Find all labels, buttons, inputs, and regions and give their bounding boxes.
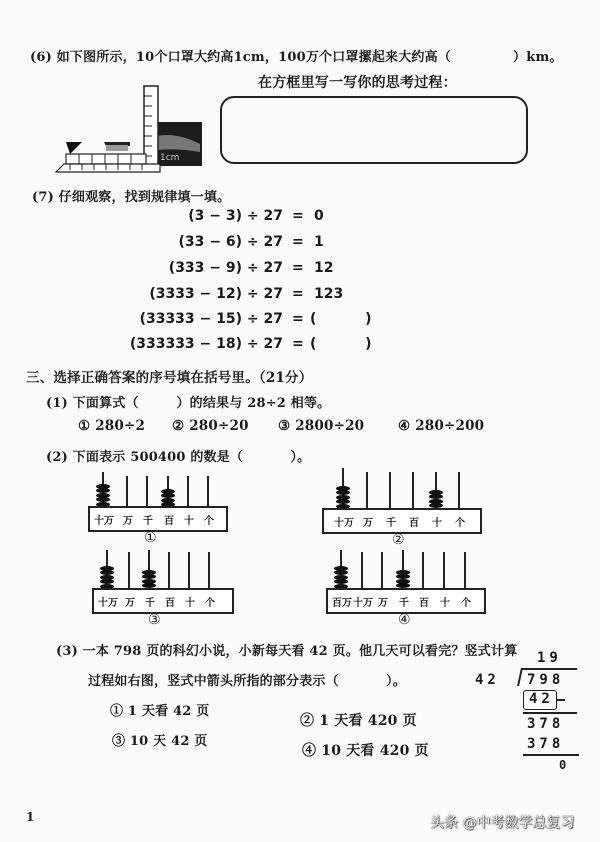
- place-label: 万: [378, 598, 388, 609]
- q1-option-3[interactable]: ③ 2800÷20: [278, 418, 365, 434]
- q6-unit: ）km。: [513, 50, 563, 65]
- abacus-option-3[interactable]: [92, 548, 242, 630]
- ruler-mask-illustration: [52, 82, 202, 174]
- q1-option-1[interactable]: ① 280÷2: [78, 418, 146, 434]
- place-label: 十万: [94, 516, 114, 527]
- eq-result: 0: [314, 208, 324, 224]
- abacus-label: ③: [148, 612, 161, 628]
- rod: [187, 476, 189, 506]
- step2-product: 378: [527, 736, 565, 752]
- rod: [381, 552, 383, 588]
- division-bar: [521, 668, 577, 670]
- rod: [389, 472, 391, 508]
- place-label: 十万: [353, 598, 373, 609]
- section3-title: 三、选择正确答案的序号填在括号里。（21分）: [26, 370, 313, 386]
- abacus-label: ①: [144, 530, 157, 546]
- eq-sign: =: [292, 260, 304, 276]
- beads-4: [429, 490, 443, 508]
- rod: [188, 552, 190, 588]
- place-label: 千: [145, 598, 155, 609]
- place-label: 百: [164, 516, 174, 527]
- abacus-frame: [88, 506, 228, 532]
- step1-product: 42: [529, 691, 554, 707]
- eq-sign: =: [292, 208, 304, 224]
- q1-question: (1) 下面算式（ ）的结果与 28÷2 相等。: [46, 396, 331, 411]
- place-label: 万: [125, 598, 135, 609]
- abacus-option-4[interactable]: [326, 548, 486, 630]
- abacus-option-1[interactable]: [88, 470, 228, 550]
- abacus-frame: [326, 588, 486, 614]
- eq-sign: =: [292, 336, 304, 352]
- place-label: 千: [399, 598, 409, 609]
- svg-text:1cm: 1cm: [160, 153, 180, 163]
- q3-question-line2: 过程如右图，竖式中箭头所指的部分表示（ ）。: [88, 674, 406, 689]
- beads-5: [100, 566, 114, 589]
- q3-option-3[interactable]: ③ 10 天 42 页: [112, 734, 208, 749]
- eq-result: 12: [314, 260, 334, 276]
- place-label: 万: [123, 516, 133, 527]
- page-number: 1: [26, 810, 35, 824]
- watermark: 头条 @中考数学总复习: [430, 815, 575, 831]
- place-label: 个: [205, 598, 215, 609]
- eq-result: 123: [314, 286, 344, 302]
- abacus-label: ②: [392, 532, 405, 548]
- place-label: 个: [461, 598, 471, 609]
- eq-expr: (333 − 9) ÷ 27: [168, 260, 283, 276]
- q6-question: [30, 46, 563, 65]
- eq-expr: (333333 − 18) ÷ 27: [129, 336, 283, 352]
- place-label: 十: [432, 518, 442, 529]
- abacus-label: ④: [398, 612, 411, 628]
- beads-5: [96, 484, 110, 507]
- q6-box-prompt: 在方框里写一写你的思考过程：: [258, 75, 457, 91]
- abacus-option-2[interactable]: [322, 466, 482, 548]
- place-label: 十: [184, 516, 194, 527]
- beads-4: [142, 570, 156, 588]
- rod: [207, 476, 209, 506]
- subtraction-line: [523, 712, 577, 714]
- rod: [443, 552, 445, 588]
- rod: [464, 552, 466, 588]
- place-label: 十万: [334, 518, 354, 529]
- place-label: 百万: [332, 598, 352, 609]
- place-label: 十: [440, 598, 450, 609]
- q2-question: (2) 下面表示 500400 的数是（ ）。: [46, 450, 311, 465]
- eq-expr: (33 − 6) ÷ 27: [178, 234, 283, 250]
- final-remainder: 0: [559, 758, 571, 772]
- rod: [422, 552, 424, 588]
- subtraction-line: [523, 754, 579, 756]
- place-label: 百: [409, 518, 419, 529]
- q3-question-line1: (3) 一本 798 页的科幻小说，小新每天看 42 页。他几天可以看完？竖式计算: [56, 644, 518, 659]
- eq-answer-blank[interactable]: ( ): [310, 311, 372, 327]
- eq-sign: =: [292, 311, 304, 327]
- quotient: 19: [537, 650, 562, 666]
- q1-option-4[interactable]: ④ 280÷200: [398, 418, 485, 434]
- q7-title: (7) 仔细观察，找到规律填一填。: [32, 190, 231, 205]
- arrow-mark: [557, 699, 565, 701]
- rod: [361, 552, 363, 588]
- rod: [168, 552, 170, 588]
- rod: [146, 476, 148, 506]
- eq-result: 1: [314, 234, 324, 250]
- division-bracket: [517, 668, 523, 686]
- place-label: 十: [185, 598, 195, 609]
- long-division: [475, 650, 585, 770]
- eq-sign: =: [292, 286, 304, 302]
- eq-expr: (3 − 3) ÷ 27: [188, 208, 283, 224]
- rod: [126, 476, 128, 506]
- abacus-frame: [92, 588, 234, 614]
- place-label: 千: [143, 516, 153, 527]
- q3-option-1[interactable]: ① 1 天看 42 页: [110, 704, 210, 719]
- place-label: 千: [386, 518, 396, 529]
- abacus-frame: [322, 508, 482, 534]
- q1-option-2[interactable]: ② 280÷20: [172, 418, 249, 434]
- eq-sign: =: [292, 234, 304, 250]
- beads-4: [396, 570, 410, 588]
- rod: [128, 552, 130, 588]
- rod: [366, 472, 368, 508]
- place-label: 个: [204, 516, 214, 527]
- q3-option-2[interactable]: ② 1 天看 420 页: [300, 713, 417, 729]
- rod: [412, 472, 414, 508]
- place-label: 个: [455, 518, 465, 529]
- place-label: 万: [363, 518, 373, 529]
- dividend: 798: [527, 672, 565, 688]
- divisor: 42: [475, 672, 500, 688]
- beads-5: [334, 566, 348, 589]
- eq-expr: (3333 − 12) ÷ 27: [149, 286, 283, 302]
- q6-text: (6) 如下图所示，10个口罩大约高1cm，100万个口罩摞起来大约高（: [30, 50, 452, 65]
- partial-remainder: 378: [527, 716, 565, 732]
- rod: [458, 472, 460, 508]
- place-label: 百: [419, 598, 429, 609]
- eq-expr: (33333 − 15) ÷ 27: [139, 311, 283, 327]
- q3-option-4[interactable]: ④ 10 天看 420 页: [302, 743, 429, 759]
- place-label: 十万: [98, 598, 118, 609]
- thinking-process-box[interactable]: [220, 96, 528, 164]
- beads-5: [336, 486, 350, 509]
- eq-answer-blank[interactable]: ( ): [310, 336, 372, 352]
- place-label: 百: [165, 598, 175, 609]
- beads-4: [161, 489, 175, 507]
- rod: [208, 552, 210, 588]
